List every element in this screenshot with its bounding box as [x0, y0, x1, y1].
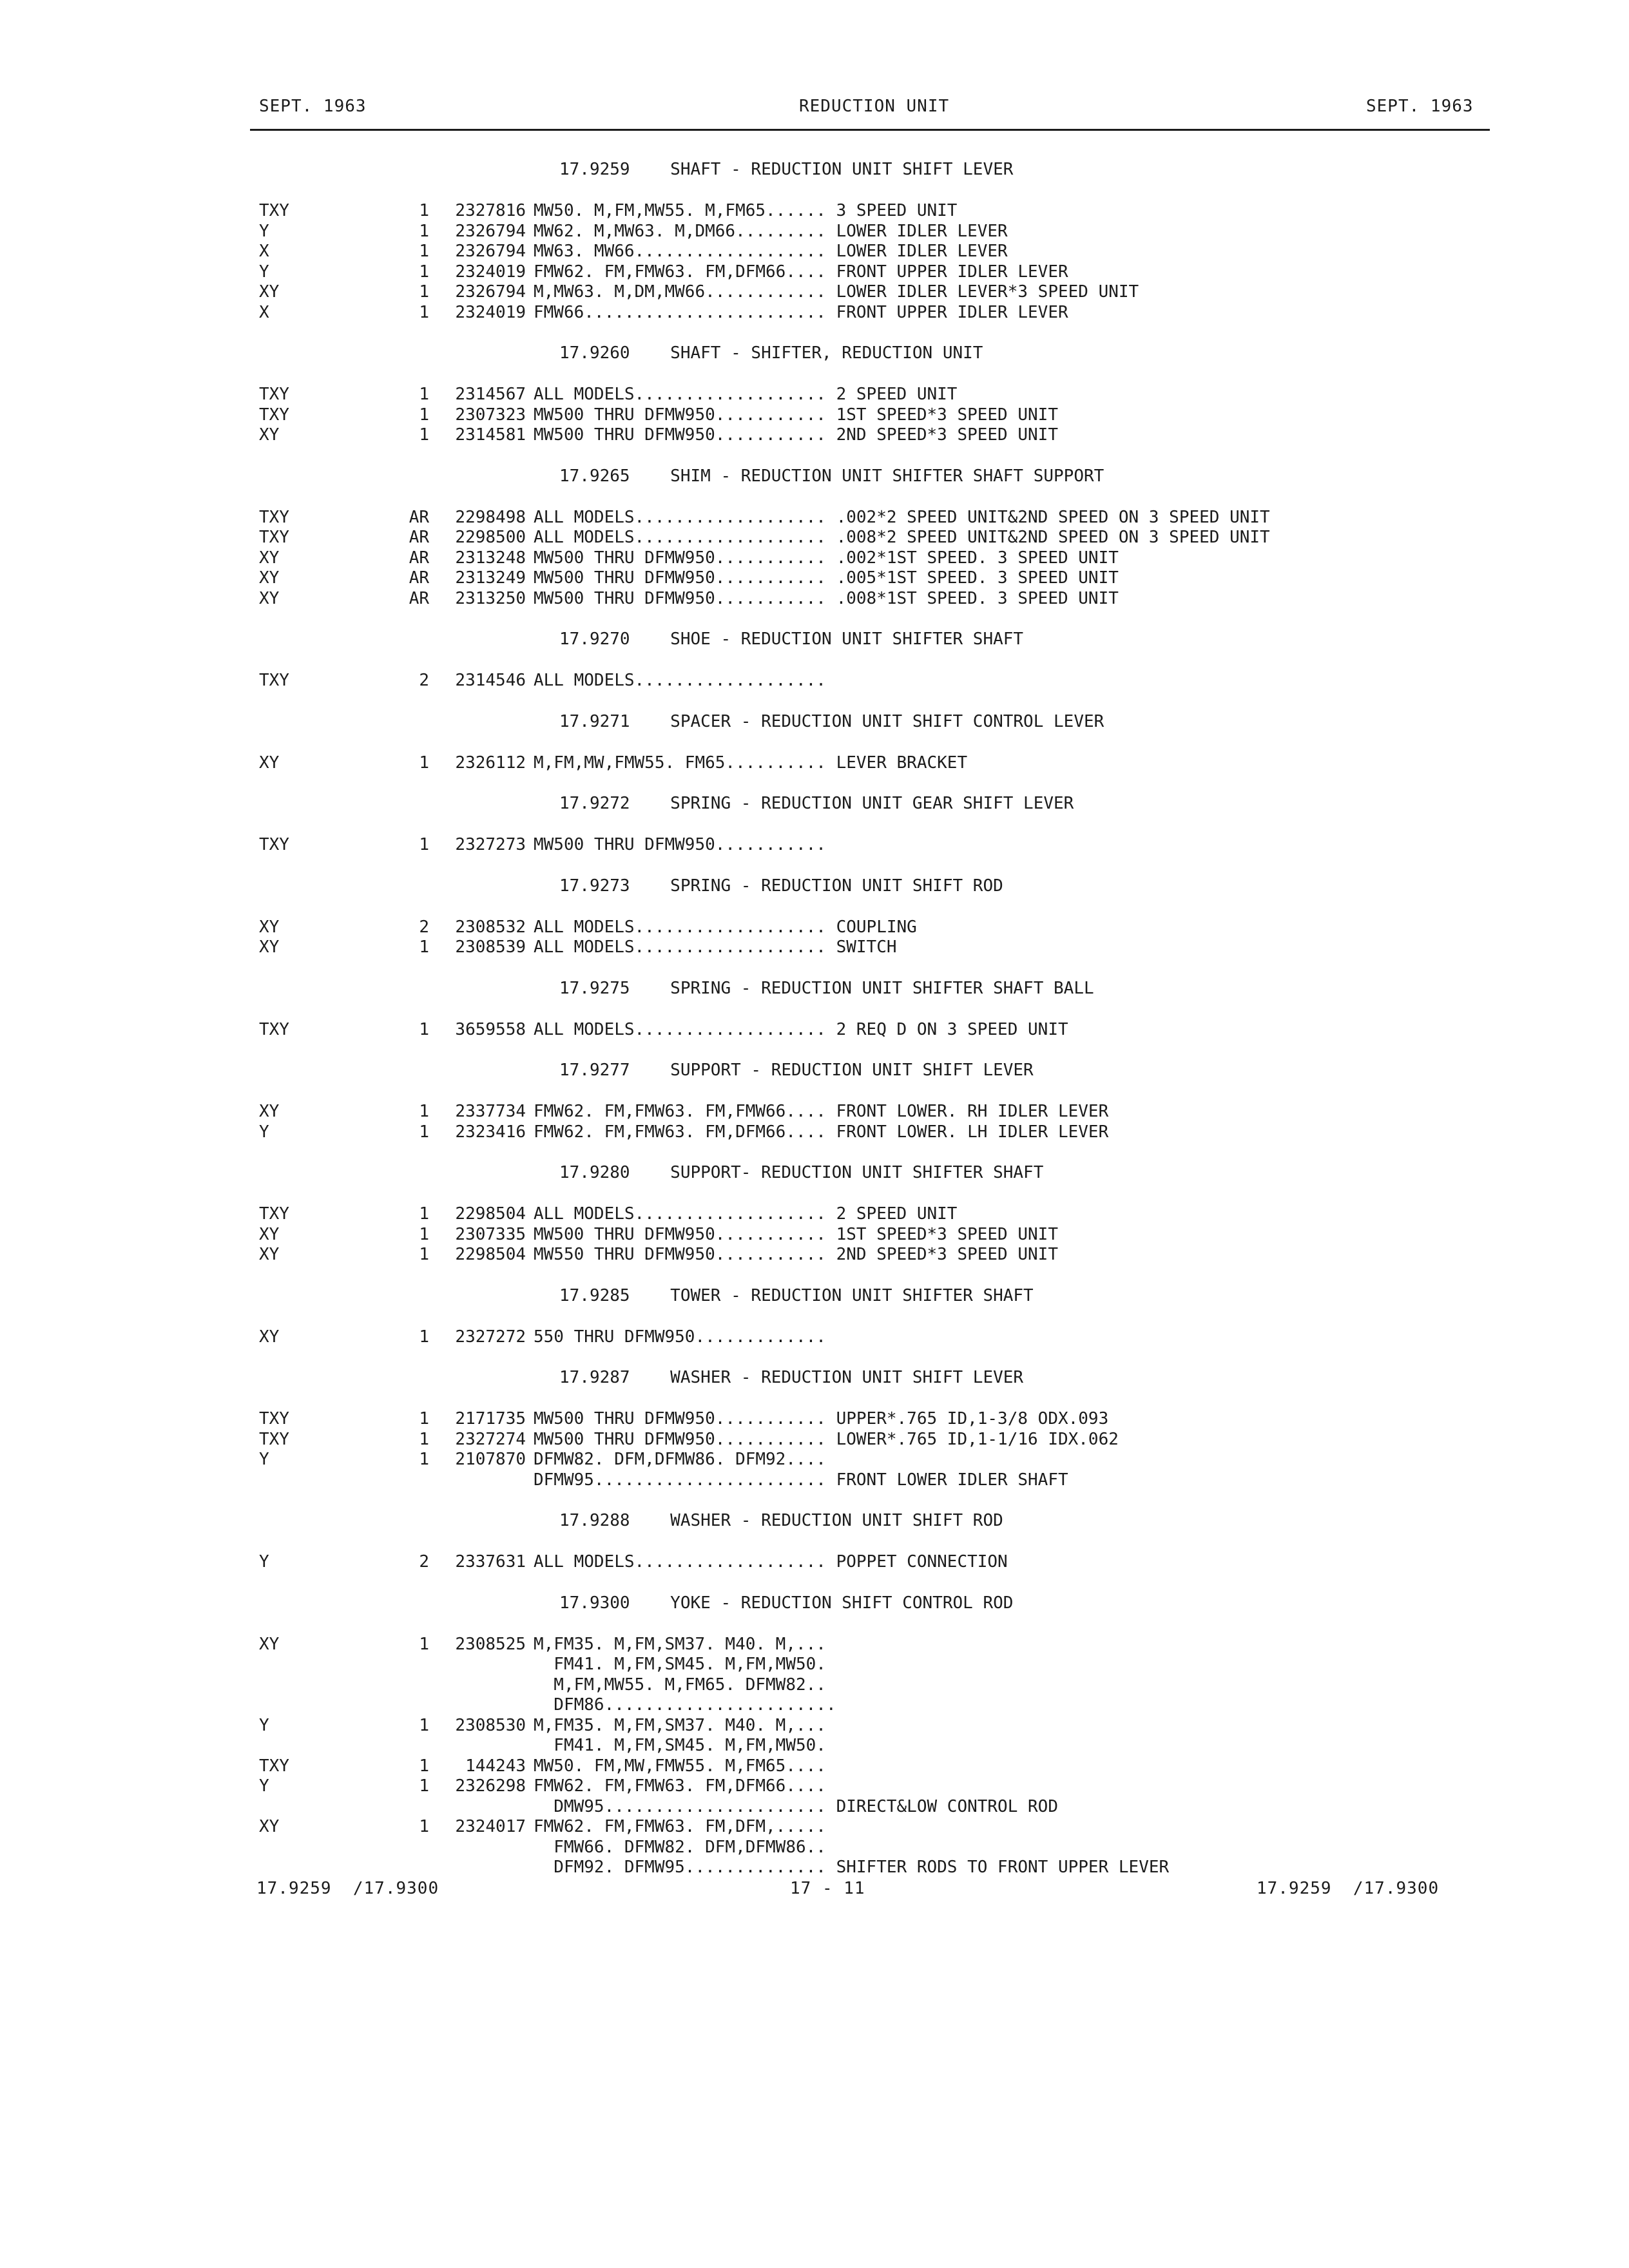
part-description: ALL MODELS................... SWITCH	[534, 937, 897, 957]
part-description: MW500 THRU DFMW950........... .005*1ST SPEED. 3 SPEED UNIT	[534, 568, 1119, 588]
part-row	[259, 1225, 1483, 1245]
part-description: MW500 THRU DFMW950........... 1ST SPEED*3 SPEED UNIT	[534, 1224, 1058, 1244]
section-spacer	[259, 1490, 1483, 1511]
model-code	[259, 1655, 390, 1675]
quantity: 1	[419, 1817, 429, 1836]
catalog-section	[259, 1593, 1483, 1899]
header-rule	[250, 129, 1490, 131]
part-description: FMW62. FM,FMW63. FM,DFM66.... FRONT UPPER IDLER LEVER	[534, 262, 1068, 282]
model-code: Y	[259, 1552, 269, 1571]
part-description: MW500 THRU DFMW950........... .008*1ST SPEED. 3 SPEED UNIT	[534, 588, 1119, 608]
part-number: 2324017	[455, 1817, 526, 1836]
model-code	[259, 1470, 390, 1491]
model-code	[259, 1695, 390, 1716]
part-row	[259, 303, 1483, 323]
part-row	[259, 282, 1483, 303]
model-code	[259, 1736, 390, 1756]
part-description: MW63. MW66................... LOWER IDLER LEVER	[534, 242, 1008, 261]
quantity: 2	[419, 917, 429, 937]
quantity: 1	[419, 405, 429, 425]
quantity: 1	[419, 221, 429, 241]
part-description: FMW62. FM,FMW63. FM,DFM66....	[534, 1776, 826, 1796]
footer-range-left: 17.9259 /17.9300	[256, 1879, 439, 1898]
part-number: 2323416	[455, 1122, 526, 1142]
part-row	[259, 1858, 1483, 1878]
model-code: X	[259, 302, 269, 322]
model-code	[259, 1675, 390, 1696]
part-row	[259, 918, 1483, 938]
part-row	[259, 1675, 1483, 1696]
section-spacer	[259, 856, 1483, 876]
part-description: DFM92. DFMW95.............. SHIFTER RODS TO FRONT UPPER LEVER	[534, 1858, 1170, 1877]
part-number: 2308539	[455, 937, 526, 957]
quantity: AR	[409, 507, 429, 527]
quantity	[390, 1858, 429, 1878]
model-code: XY	[259, 1224, 280, 1244]
part-description: MW500 THRU DFMW950........... 2ND SPEED*3 SPEED UNIT	[534, 425, 1058, 445]
part-row	[259, 671, 1483, 691]
part-row	[259, 1797, 1483, 1818]
part-row	[259, 1655, 1483, 1675]
catalog-section	[259, 979, 1483, 1061]
quantity: AR	[409, 588, 429, 608]
section-spacer	[259, 446, 1483, 466]
section-spacer	[259, 609, 1483, 629]
catalog-section	[259, 794, 1483, 876]
model-code: XY	[259, 1817, 280, 1836]
part-description: ALL MODELS................... 2 SPEED UNIT	[534, 1204, 958, 1224]
catalog-section	[259, 1061, 1483, 1163]
quantity: 1	[419, 385, 429, 404]
part-number: 2327272	[455, 1327, 526, 1347]
part-number	[429, 1655, 534, 1675]
part-number: 2298500	[455, 528, 526, 547]
model-code: Y	[259, 1776, 269, 1796]
part-row	[259, 385, 1483, 405]
quantity: 1	[419, 1122, 429, 1142]
part-row	[259, 201, 1483, 222]
model-code: TXY	[259, 507, 289, 527]
quantity: 1	[419, 201, 429, 220]
part-number	[429, 1736, 534, 1756]
catalog-section	[259, 629, 1483, 712]
part-number: 2337734	[455, 1102, 526, 1121]
part-row	[259, 937, 1483, 958]
part-description: ALL MODELS................... 2 SPEED UNIT	[534, 385, 958, 404]
part-number: 2326298	[455, 1776, 526, 1796]
catalog-section	[259, 712, 1483, 794]
section-title: 17.9275 SPRING - REDUCTION UNIT SHIFTER SHAFT BALL	[559, 978, 1094, 998]
part-description: FMW66........................ FRONT UPPER IDLER LEVER	[534, 302, 1068, 322]
part-number: 2313248	[455, 548, 526, 568]
footer-range-right: 17.9259 /17.9300	[1257, 1879, 1440, 1898]
model-code: Y	[259, 262, 269, 282]
part-description: FMW62. FM,FMW63. FM,DFM,.....	[534, 1817, 826, 1836]
part-row	[259, 568, 1483, 589]
quantity: 1	[419, 753, 429, 773]
part-number	[429, 1695, 534, 1716]
section-spacer	[259, 323, 1483, 343]
part-row	[259, 548, 1483, 569]
model-code	[259, 1838, 390, 1858]
quantity: 1	[419, 302, 429, 322]
part-description: ALL MODELS................... .002*2 SPEED UNIT&2ND SPEED ON 3 SPEED UNIT	[534, 507, 1270, 527]
part-number: 144243	[465, 1756, 526, 1776]
part-number: 2326794	[455, 221, 526, 241]
model-code: XY	[259, 282, 280, 302]
quantity	[390, 1838, 429, 1858]
part-number: 2298504	[455, 1245, 526, 1264]
section-spacer	[259, 1573, 1483, 1593]
model-code: TXY	[259, 405, 289, 425]
section-title: 17.9270 SHOE - REDUCTION UNIT SHIFTER SHAFT	[559, 629, 1024, 649]
part-description: M,FM,MW,FMW55. FM65.......... LEVER BRACKET	[534, 753, 968, 773]
quantity	[390, 1675, 429, 1696]
part-row	[259, 1204, 1483, 1225]
part-number: 2107870	[455, 1450, 526, 1469]
quantity: 2	[419, 1552, 429, 1571]
model-code: TXY	[259, 1019, 289, 1039]
part-row	[259, 405, 1483, 426]
catalog-section	[259, 1511, 1483, 1593]
part-description: ALL MODELS...................	[534, 671, 826, 690]
quantity	[390, 1797, 429, 1818]
part-number	[429, 1858, 534, 1878]
model-code: TXY	[259, 1204, 289, 1224]
quantity: AR	[409, 548, 429, 568]
part-row	[259, 242, 1483, 262]
part-row	[259, 1695, 1483, 1716]
model-code: XY	[259, 917, 280, 937]
part-description: MW50. M,FM,MW55. M,FM65...... 3 SPEED UNIT	[534, 201, 958, 220]
quantity: 1	[419, 425, 429, 445]
part-description: DFM86.......................	[534, 1695, 836, 1715]
header-title: REDUCTION UNIT	[799, 97, 950, 116]
part-number: 2326112	[455, 753, 526, 773]
part-row	[259, 1430, 1483, 1450]
catalog-section	[259, 343, 1483, 466]
part-number: 2307335	[455, 1224, 526, 1244]
quantity: 1	[419, 1224, 429, 1244]
part-row	[259, 1020, 1483, 1041]
part-description: 550 THRU DFMW950.............	[534, 1327, 826, 1347]
model-code: TXY	[259, 528, 289, 547]
part-description: MW550 THRU DFMW950........... 2ND SPEED*3 SPEED UNIT	[534, 1245, 1058, 1264]
part-row	[259, 1736, 1483, 1756]
part-number: 2324019	[455, 262, 526, 282]
part-description: ALL MODELS................... 2 REQ D ON 3 SPEED UNIT	[534, 1019, 1068, 1039]
model-code: XY	[259, 568, 280, 588]
part-description: ALL MODELS................... .008*2 SPEED UNIT&2ND SPEED ON 3 SPEED UNIT	[534, 528, 1270, 547]
quantity	[390, 1736, 429, 1756]
part-row	[259, 1245, 1483, 1265]
catalog-section	[259, 1286, 1483, 1369]
model-code: XY	[259, 1245, 280, 1264]
part-number: 2313249	[455, 568, 526, 588]
part-row	[259, 508, 1483, 528]
catalog-section	[259, 466, 1483, 630]
section-spacer	[259, 1142, 1483, 1163]
part-description: MW62. M,MW63. M,DM66......... LOWER IDLER LEVER	[534, 221, 1008, 241]
model-code: TXY	[259, 1409, 289, 1428]
quantity	[390, 1470, 429, 1491]
section-spacer	[259, 1040, 1483, 1061]
section-spacer	[259, 1265, 1483, 1286]
part-number: 2326794	[455, 282, 526, 302]
part-description: FM41. M,FM,SM45. M,FM,MW50.	[534, 1655, 826, 1674]
part-row	[259, 222, 1483, 242]
header-date-right: SEPT. 1963	[1366, 97, 1474, 116]
quantity	[390, 1655, 429, 1675]
quantity: 1	[419, 937, 429, 957]
quantity: 1	[419, 1634, 429, 1654]
part-row	[259, 1122, 1483, 1143]
catalog-section	[259, 1163, 1483, 1286]
catalog-section	[259, 160, 1483, 343]
part-description: FMW62. FM,FMW63. FM,FMW66.... FRONT LOWER. RH IDLER LEVER	[534, 1102, 1109, 1121]
part-description: DFMW95....................... FRONT LOWER IDLER SHAFT	[534, 1470, 1068, 1490]
part-row	[259, 1635, 1483, 1655]
model-code	[259, 1797, 390, 1818]
part-row	[259, 1817, 1483, 1838]
part-description: ALL MODELS................... POPPET CONNECTION	[534, 1552, 1008, 1571]
section-title: 17.9260 SHAFT - SHIFTER, REDUCTION UNIT	[559, 343, 983, 363]
quantity: AR	[409, 568, 429, 588]
model-code: Y	[259, 1122, 269, 1142]
model-code: TXY	[259, 1756, 289, 1776]
part-row	[259, 1470, 1483, 1491]
model-code: XY	[259, 548, 280, 568]
part-number: 2324019	[455, 302, 526, 322]
section-title: 17.9265 SHIM - REDUCTION UNIT SHIFTER SHAFT SUPPORT	[559, 466, 1104, 486]
part-number: 2314567	[455, 385, 526, 404]
model-code: TXY	[259, 671, 289, 690]
quantity: 1	[419, 1245, 429, 1264]
part-row	[259, 1838, 1483, 1858]
section-spacer	[259, 1347, 1483, 1368]
quantity: AR	[409, 528, 429, 547]
model-code: XY	[259, 753, 280, 773]
part-number: 2308530	[455, 1715, 526, 1735]
section-title: 17.9287 WASHER - REDUCTION UNIT SHIFT LEVER	[559, 1368, 1024, 1387]
part-number: 2298504	[455, 1204, 526, 1224]
part-number: 3659558	[455, 1019, 526, 1039]
model-code: TXY	[259, 385, 289, 404]
section-title: 17.9280 SUPPORT- REDUCTION UNIT SHIFTER SHAFT	[559, 1163, 1044, 1182]
part-row	[259, 262, 1483, 283]
quantity: 2	[419, 671, 429, 690]
part-number: 2327274	[455, 1429, 526, 1449]
part-description: DFMW82. DFM,DFMW86. DFM92....	[534, 1450, 826, 1469]
part-description: MW500 THRU DFMW950........... LOWER*.765 ID,1-1/16 IDX.062	[534, 1429, 1119, 1449]
model-code: TXY	[259, 1429, 289, 1449]
header-date-left: SEPT. 1963	[259, 97, 367, 116]
quantity: 1	[419, 1776, 429, 1796]
section-spacer	[259, 691, 1483, 712]
part-number: 2308525	[455, 1634, 526, 1654]
part-number: 2298498	[455, 507, 526, 527]
model-code: Y	[259, 1450, 269, 1469]
quantity: 1	[419, 262, 429, 282]
part-description: FMW62. FM,FMW63. FM,DFM66.... FRONT LOWER. LH IDLER LEVER	[534, 1122, 1109, 1142]
model-code: Y	[259, 1715, 269, 1735]
part-description: MW500 THRU DFMW950........... UPPER*.765 ID,1-3/8 ODX.093	[534, 1409, 1109, 1428]
section-title: 17.9288 WASHER - REDUCTION UNIT SHIFT ROD	[559, 1511, 1003, 1530]
part-description: M,FM35. M,FM,SM37. M40. M,...	[534, 1634, 826, 1654]
quantity	[390, 1695, 429, 1716]
model-code: X	[259, 242, 269, 261]
model-code: XY	[259, 1634, 280, 1654]
part-number: 2314581	[455, 425, 526, 445]
quantity: 1	[419, 1756, 429, 1776]
part-number: 2327273	[455, 835, 526, 854]
section-spacer	[259, 958, 1483, 979]
section-spacer	[259, 773, 1483, 794]
section-title: 17.9300 YOKE - REDUCTION SHIFT CONTROL ROD	[559, 1593, 1014, 1613]
part-row	[259, 425, 1483, 446]
model-code: XY	[259, 1327, 280, 1347]
part-number: 2171735	[455, 1409, 526, 1428]
part-description: FM41. M,FM,SM45. M,FM,MW50.	[534, 1736, 826, 1755]
part-row	[259, 1450, 1483, 1470]
model-code: Y	[259, 221, 269, 241]
part-row	[259, 1327, 1483, 1348]
part-number	[429, 1838, 534, 1858]
part-row	[259, 589, 1483, 610]
part-description: M,FM35. M,FM,SM37. M40. M,...	[534, 1715, 826, 1735]
quantity: 1	[419, 1327, 429, 1347]
part-number: 2313250	[455, 588, 526, 608]
quantity: 1	[419, 835, 429, 854]
part-number	[429, 1675, 534, 1696]
part-number	[429, 1470, 534, 1491]
section-title: 17.9259 SHAFT - REDUCTION UNIT SHIFT LEVER	[559, 160, 1014, 179]
part-description: MW500 THRU DFMW950........... .002*1ST SPEED. 3 SPEED UNIT	[534, 548, 1119, 568]
footer-page-number: 17 - 11	[790, 1879, 865, 1898]
catalog-section	[259, 876, 1483, 979]
part-number: 2307323	[455, 405, 526, 425]
part-row	[259, 1776, 1483, 1797]
part-description: M,MW63. M,DM,MW66............ LOWER IDLER LEVER*3 SPEED UNIT	[534, 282, 1139, 302]
part-row	[259, 835, 1483, 856]
model-code	[259, 1858, 390, 1878]
part-description: MW500 THRU DFMW950...........	[534, 835, 826, 854]
part-description: FMW66. DFMW82. DFM,DFMW86..	[534, 1837, 826, 1857]
part-number: 2314546	[455, 671, 526, 690]
catalog-section	[259, 1368, 1483, 1511]
quantity: 1	[419, 1102, 429, 1121]
part-description: M,FM,MW55. M,FM65. DFMW82..	[534, 1675, 826, 1695]
quantity: 1	[419, 1715, 429, 1735]
model-code: TXY	[259, 835, 289, 854]
part-row	[259, 1409, 1483, 1430]
quantity: 1	[419, 282, 429, 302]
section-title: 17.9272 SPRING - REDUCTION UNIT GEAR SHIFT LEVER	[559, 794, 1074, 813]
model-code: XY	[259, 1102, 280, 1121]
part-row	[259, 1756, 1483, 1777]
part-row	[259, 1716, 1483, 1736]
part-row	[259, 1102, 1483, 1122]
part-row	[259, 753, 1483, 774]
part-description: MW500 THRU DFMW950........... 1ST SPEED*3 SPEED UNIT	[534, 405, 1058, 425]
section-title: 17.9285 TOWER - REDUCTION UNIT SHIFTER SHAFT	[559, 1285, 1034, 1305]
quantity: 1	[419, 1450, 429, 1469]
quantity: 1	[419, 1409, 429, 1428]
model-code: XY	[259, 937, 280, 957]
part-row	[259, 1552, 1483, 1573]
part-description: ALL MODELS................... COUPLING	[534, 917, 917, 937]
section-title: 17.9271 SPACER - REDUCTION UNIT SHIFT CONTROL LEVER	[559, 711, 1104, 731]
model-code: TXY	[259, 201, 289, 220]
quantity: 1	[419, 1204, 429, 1224]
part-number: 2326794	[455, 242, 526, 261]
part-number	[429, 1797, 534, 1818]
parts-list	[259, 160, 1483, 1899]
quantity: 1	[419, 1019, 429, 1039]
model-code: XY	[259, 425, 280, 445]
part-row	[259, 528, 1483, 548]
quantity: 1	[419, 242, 429, 261]
part-number: 2337631	[455, 1552, 526, 1571]
part-number: 2327816	[455, 201, 526, 220]
section-title: 17.9273 SPRING - REDUCTION UNIT SHIFT ROD	[559, 876, 1003, 896]
model-code: XY	[259, 588, 280, 608]
quantity: 1	[419, 1429, 429, 1449]
part-number: 2308532	[455, 917, 526, 937]
part-description: DMW95...................... DIRECT&LOW CONTROL ROD	[534, 1796, 1058, 1816]
section-title: 17.9277 SUPPORT - REDUCTION UNIT SHIFT LEVER	[559, 1061, 1034, 1080]
part-description: MW50. FM,MW,FMW55. M,FM65....	[534, 1756, 826, 1776]
